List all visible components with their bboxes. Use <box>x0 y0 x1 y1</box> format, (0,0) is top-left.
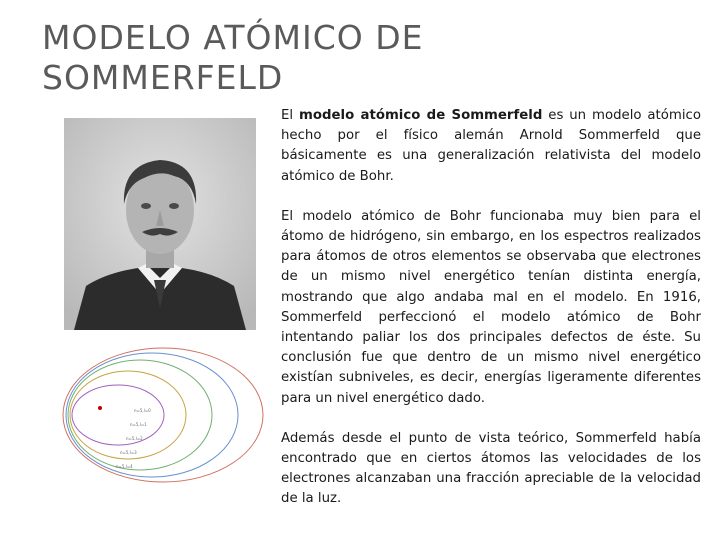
paragraph-bohr: El modelo atómico de Bohr funcionaba muy bien para el átomo de hidrógeno, sin embargo, en los espectros realizados para átomos de otros elementos se observaba que electrones de un mismo nivel energético tenían distinta energía, mostrando que algo andaba mal en el modelo. En 1916, Sommerfeld perfeccionó el modelo atómico de Bohr intentando paliar los dos principales defectos de éste. Su conclusión fue que dentro de un mismo nivel energético existían subniveles, es decir, energías ligeramente diferentes para un nivel energético dado. <box>281 208 701 406</box>
slide-title: MODELO ATÓMICO DE SOMMERFELD <box>42 18 424 97</box>
body-text <box>281 106 701 510</box>
intro-bold-term: modelo atómico de Sommerfeld <box>298 108 543 123</box>
paragraph-relativity: Además desde el punto de vista teórico, Sommerfeld había encontrado que en ciertos átomos las velocidades de los electrones alcanzaban una fracción apreciable de la velocidad de la luz. <box>281 430 701 507</box>
intro-rest: es un modelo atómico hecho por el físico alemán Arnold Sommerfeld que básicamente es una generalización relativista del modelo atómico de Bohr. <box>281 108 701 184</box>
portrait-image <box>64 118 256 330</box>
orbit-label: n=5,l=4 <box>116 464 133 469</box>
orbit-label: n=5,l=2 <box>126 436 143 441</box>
orbit-label: n=5,l=1 <box>130 422 147 427</box>
intro-lead: El <box>281 108 299 123</box>
orbit-label: n=5,l=3 <box>120 450 137 455</box>
orbit-label: n=5,l=0 <box>134 408 151 413</box>
orbit-diagram <box>60 346 266 484</box>
paragraph-intro <box>281 106 701 187</box>
